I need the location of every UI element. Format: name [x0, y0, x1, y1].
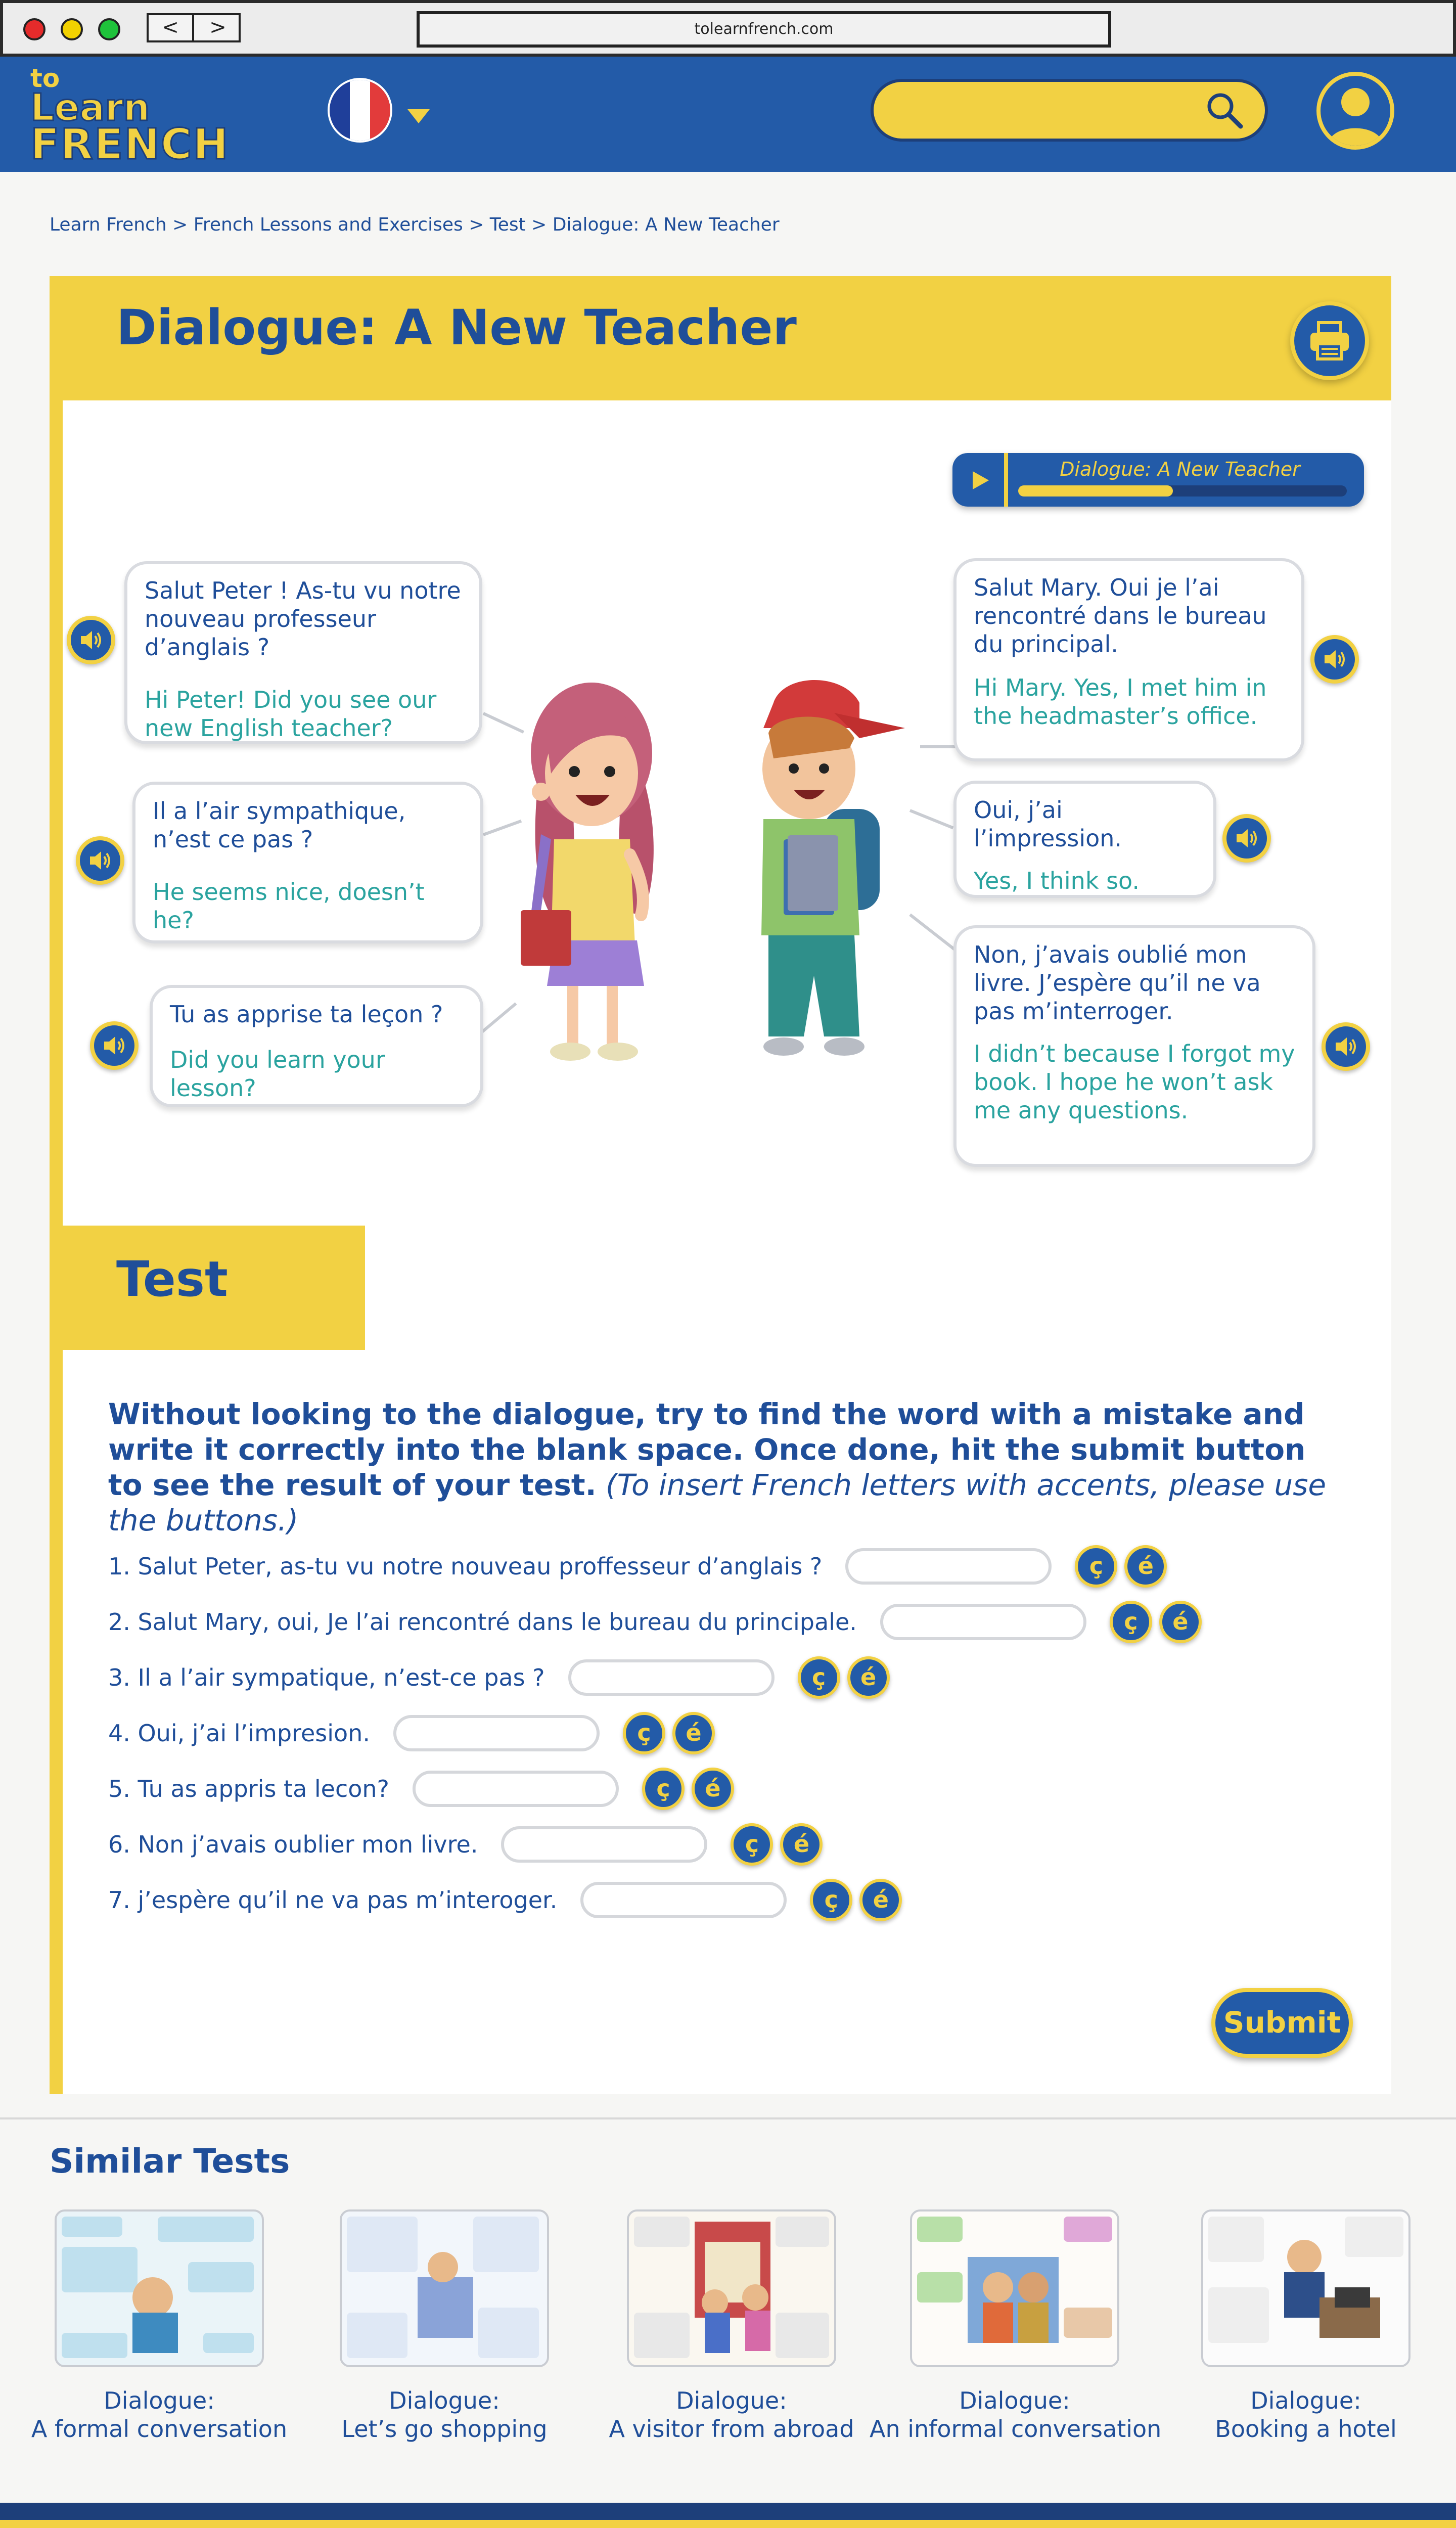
question-text: 4. Oui, j’ai l’impresion.: [108, 1720, 370, 1747]
logo-line-french: FRENCH: [30, 119, 230, 169]
question-text: 2. Salut Mary, oui, Je l’ai rencontré dans le bureau du principale.: [108, 1608, 857, 1636]
speaker-icon: [1322, 646, 1348, 672]
dialogue-french-text: Tu as apprise ta leçon ?: [170, 1001, 443, 1028]
question-row: [108, 1657, 890, 1698]
dialogue-bubble: [150, 985, 483, 1107]
browser-nav: [147, 13, 241, 42]
answer-input[interactable]: [845, 1548, 1052, 1585]
boy-character-icon: [761, 680, 905, 1056]
close-window-icon[interactable]: [23, 18, 46, 40]
page-title: Dialogue: A New Teacher: [116, 299, 797, 356]
dialogue-french-text: Salut Peter ! As-tu vu notre nouveau professeur d’anglais ?: [145, 577, 461, 661]
card-title-line[interactable]: Dialogue:: [1250, 2387, 1361, 2414]
insert-e-acute-button[interactable]: é: [859, 1879, 902, 1921]
printer-icon: [1304, 315, 1355, 366]
address-bar[interactable]: tolearnfrench.com: [417, 11, 1111, 48]
speaker-icon: [87, 847, 113, 874]
speaker-icon: [1333, 1033, 1359, 1060]
question-row: [108, 1769, 734, 1809]
logo-line-to: to: [30, 64, 60, 93]
answer-input[interactable]: [413, 1771, 619, 1807]
thumbnail-image[interactable]: [55, 2209, 264, 2367]
dialogue-bubble: [953, 781, 1216, 898]
answer-input[interactable]: [580, 1882, 787, 1918]
audio-progress-bar[interactable]: [1018, 485, 1347, 496]
question-row: [108, 1824, 823, 1865]
chevron-down-icon[interactable]: [407, 109, 430, 123]
card-title-line[interactable]: Booking a hotel: [1215, 2415, 1397, 2443]
insert-e-acute-button[interactable]: é: [1124, 1545, 1167, 1588]
dialogue-bubble: [953, 558, 1304, 761]
audio-player: [952, 453, 1364, 507]
dialogue-bubble: [132, 782, 483, 943]
question-row: [108, 1602, 1202, 1642]
question-text: 3. Il a l’air sympatique, n’est-ce pas ?: [108, 1664, 545, 1691]
thumbnail-image[interactable]: [1201, 2209, 1410, 2367]
card-title-line[interactable]: A formal conversation: [31, 2415, 288, 2443]
dialogue-french-text: Il a l’air sympathique, n’est ce pas ?: [153, 797, 406, 853]
test-instructions: [108, 1396, 1332, 1538]
speaker-icon: [101, 1032, 127, 1059]
insert-c-cedilla-button[interactable]: ç: [642, 1768, 685, 1810]
question-row: [108, 1880, 902, 1920]
dialogue-english-text: Hi Mary. Yes, I met him in the headmaster’s office.: [974, 674, 1267, 730]
thumbnail-image[interactable]: [340, 2209, 549, 2367]
dialogue-french-text: Salut Mary. Oui je l’ai rencontré dans le bureau du principal.: [974, 574, 1267, 658]
students-illustration: [511, 672, 925, 1077]
logo-line-learn: Learn: [30, 86, 150, 129]
dialogue-english-text: Hi Peter! Did you see our new English teacher?: [145, 686, 437, 742]
play-audio-button[interactable]: [90, 1021, 139, 1070]
similar-test-card[interactable]: [609, 2209, 854, 2443]
similar-test-card[interactable]: [31, 2209, 288, 2443]
similar-tests-title: Similar Tests: [50, 2142, 290, 2181]
answer-input[interactable]: [568, 1659, 775, 1696]
question-text: 6. Non j’avais oublier mon livre.: [108, 1831, 478, 1858]
thumbnail-image[interactable]: [910, 2209, 1119, 2367]
instructions-italic-text: (To insert French letters with accents, please use the buttons.): [108, 1468, 1327, 1538]
bubble-connector: [920, 745, 959, 748]
dialogue-bubble: [953, 925, 1315, 1167]
speaker-icon: [1234, 825, 1260, 851]
minimize-window-icon[interactable]: [61, 18, 83, 40]
question-text: 7. j’espère qu’il ne va pas m’interoger.: [108, 1886, 558, 1914]
similar-test-card[interactable]: [870, 2209, 1162, 2443]
site-logo[interactable]: [30, 64, 243, 169]
answer-input[interactable]: [501, 1826, 707, 1863]
answer-input[interactable]: [880, 1604, 1086, 1640]
insert-e-acute-button[interactable]: é: [672, 1712, 715, 1754]
speaker-icon: [78, 627, 104, 653]
card-title-line[interactable]: Let’s go shopping: [341, 2415, 548, 2443]
similar-test-card[interactable]: [1201, 2209, 1410, 2443]
card-title-line[interactable]: Dialogue:: [959, 2387, 1070, 2414]
question-row: [108, 1546, 1167, 1587]
girl-character-icon: [521, 683, 654, 1061]
insert-c-cedilla-button[interactable]: ç: [1110, 1601, 1152, 1643]
thumbnail-image[interactable]: [627, 2209, 836, 2367]
dialogue-bubble: [124, 561, 482, 744]
dialogue-english-text: Yes, I think so.: [974, 867, 1140, 894]
insert-c-cedilla-button[interactable]: ç: [798, 1656, 840, 1699]
play-audio-button[interactable]: [1222, 814, 1271, 863]
insert-e-acute-button[interactable]: é: [692, 1768, 734, 1810]
search-input[interactable]: [871, 79, 1268, 142]
insert-c-cedilla-button[interactable]: ç: [810, 1879, 852, 1921]
insert-c-cedilla-button[interactable]: ç: [1075, 1545, 1117, 1588]
user-avatar-icon[interactable]: [1316, 72, 1394, 150]
section-divider: [0, 2117, 1456, 2119]
audio-progress-fill: [1018, 485, 1173, 496]
insert-e-acute-button[interactable]: é: [1159, 1601, 1202, 1643]
maximize-window-icon[interactable]: [98, 18, 120, 40]
instructions-bold-text: Without looking to the dialogue, try to find the word with a mistake and write it correctly into the blank space. Once done, hit the submit button to see the result of your test.: [108, 1397, 1306, 1502]
question-text: 5. Tu as appris ta lecon?: [108, 1775, 389, 1802]
dialogue-english-text: Did you learn your lesson?: [170, 1046, 385, 1102]
test-title: Test: [116, 1251, 228, 1307]
site-header: [0, 57, 1456, 172]
question-row: [108, 1713, 715, 1753]
play-audio-button[interactable]: [1310, 635, 1359, 684]
card-title-line[interactable]: Dialogue:: [389, 2387, 500, 2414]
french-flag-icon[interactable]: [328, 78, 392, 143]
play-audio-button[interactable]: [1322, 1022, 1370, 1071]
insert-e-acute-button[interactable]: é: [847, 1656, 890, 1699]
insert-c-cedilla-button[interactable]: ç: [623, 1712, 665, 1754]
player-title: Dialogue: A New Teacher: [1060, 458, 1300, 480]
back-button[interactable]: <: [149, 15, 194, 40]
footer-top-bar: [0, 2503, 1456, 2520]
card-title-line[interactable]: Dialogue:: [104, 2387, 215, 2414]
submit-button[interactable]: Submit: [1211, 1988, 1353, 2058]
insert-e-acute-button[interactable]: é: [780, 1823, 823, 1866]
breadcrumb[interactable]: Learn French > French Lessons and Exercises > Test > Dialogue: A New Teacher: [50, 214, 780, 235]
play-button[interactable]: [952, 453, 1008, 507]
play-audio-button[interactable]: [76, 836, 124, 885]
panel-left-border: [50, 400, 63, 2094]
question-text: 1. Salut Peter, as-tu vu notre nouveau proffesseur d’anglais ?: [108, 1553, 823, 1580]
card-title-line[interactable]: A visitor from abroad: [609, 2415, 854, 2443]
card-title-line[interactable]: Dialogue:: [676, 2387, 787, 2414]
insert-c-cedilla-button[interactable]: ç: [731, 1823, 773, 1866]
dialogue-english-text: I didn’t because I forgot my book. I hope he won’t ask me any questions.: [974, 1040, 1295, 1124]
answer-input[interactable]: [393, 1715, 600, 1751]
site-footer: [0, 2520, 1456, 2528]
play-audio-button[interactable]: [67, 616, 115, 664]
forward-button[interactable]: >: [209, 16, 226, 39]
dialogue-french-text: Oui, j’ai l’impression.: [974, 796, 1122, 852]
print-button[interactable]: [1290, 301, 1369, 380]
similar-test-card[interactable]: [340, 2209, 549, 2443]
search-icon[interactable]: [1204, 90, 1245, 130]
card-title-line[interactable]: An informal conversation: [870, 2415, 1162, 2443]
browser-chrome: [0, 0, 1456, 57]
dialogue-english-text: He seems nice, doesn’t he?: [153, 878, 425, 934]
dialogue-french-text: Non, j’avais oublié mon livre. J’espère qu’il ne va pas m’interroger.: [974, 941, 1261, 1025]
